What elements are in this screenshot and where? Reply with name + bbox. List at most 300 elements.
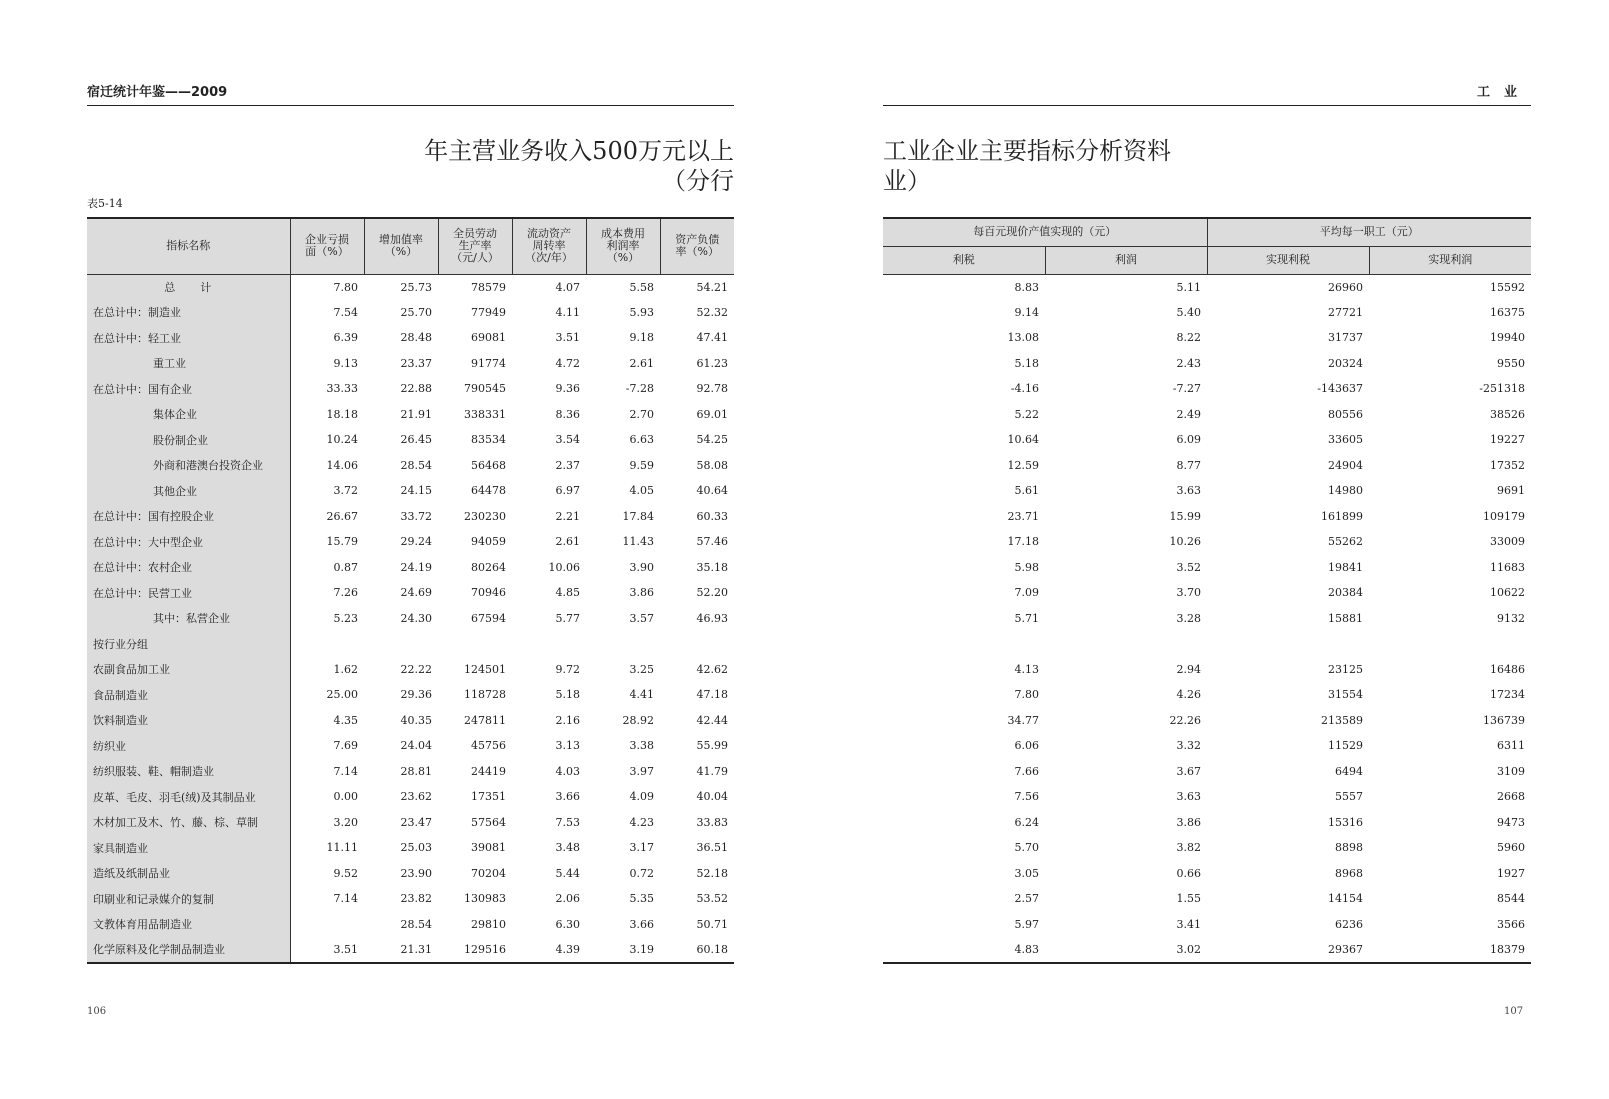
header-current-asset-turnover [512, 218, 586, 274]
row-label: 股份制企业 [87, 427, 290, 453]
table-cell: 5.61 [1014, 484, 1039, 498]
table-row [883, 937, 1531, 963]
table-cell: 4.09 [629, 790, 654, 804]
row-label: 其中：私营企业 [87, 606, 290, 632]
table-cell: 70204 [471, 866, 506, 880]
table-cell: 47.41 [696, 331, 728, 345]
row-label: 文教体育用品制造业 [87, 912, 290, 938]
table-cell: 129516 [464, 942, 506, 956]
table-cell: 7.80 [1014, 688, 1039, 702]
table-cell: 26.67 [326, 509, 358, 523]
table-cell: 2.49 [1176, 407, 1201, 421]
table-cell: 94059 [471, 535, 506, 549]
table-cell: 22.88 [400, 382, 432, 396]
row-label: 外商和港澳台投资企业 [87, 453, 290, 479]
table-row [87, 912, 734, 938]
table-cell: 3.90 [629, 560, 654, 574]
table-cell: 4.11 [555, 305, 580, 319]
table-cell: 3.82 [1176, 841, 1201, 855]
table-cell: 24419 [471, 764, 506, 778]
table-cell: 55262 [1328, 535, 1363, 549]
table-cell: 136739 [1483, 713, 1525, 727]
table-cell [1369, 631, 1531, 657]
table-cell: 31737 [1328, 331, 1363, 345]
header-current-asset-turnover-text: 流动资产周转率（次/年） [525, 227, 573, 265]
table-cell: 7.53 [555, 815, 580, 829]
table-cell: 6.97 [555, 484, 580, 498]
table-cell: 41.79 [696, 764, 728, 778]
table-cell: 23.62 [400, 790, 432, 804]
table-cell: 23125 [1328, 662, 1363, 676]
table-cell [1045, 631, 1207, 657]
table-cell: 3.13 [555, 739, 580, 753]
table-cell: 3.48 [555, 841, 580, 855]
page-number-left: 106 [87, 1006, 107, 1017]
table-cell: 92.78 [696, 382, 728, 396]
table-cell: 10.26 [1169, 535, 1201, 549]
row-label: 在总计中：大中型企业 [87, 529, 290, 555]
table-cell: 45756 [471, 739, 506, 753]
table-cell [1207, 631, 1369, 657]
table-row [883, 555, 1531, 581]
table-row [883, 427, 1531, 453]
table-cell: 9.52 [333, 866, 358, 880]
table-cell: 24.15 [400, 484, 432, 498]
table-cell: 64478 [471, 484, 506, 498]
table-cell: 11.11 [326, 841, 358, 855]
table-cell: 57564 [471, 815, 506, 829]
table-cell: 3.66 [555, 790, 580, 804]
table-row [87, 529, 734, 555]
table-cell: 4.72 [555, 356, 580, 370]
table-row [883, 631, 1531, 657]
table-cell: 3.20 [333, 815, 358, 829]
table-cell: 52.20 [696, 586, 728, 600]
title-left-line1: 年主营业务收入500万元以上 [424, 137, 734, 165]
table-cell: 24904 [1328, 458, 1363, 472]
table-row [883, 274, 1531, 300]
table-cell: 4.23 [629, 815, 654, 829]
table-cell: 7.56 [1014, 790, 1039, 804]
table-cell: 28.54 [400, 917, 432, 931]
table-cell: 24.69 [400, 586, 432, 600]
table-cell: 23.47 [400, 815, 432, 829]
right-data-table [883, 217, 1531, 964]
table-row [883, 376, 1531, 402]
table-cell: 27721 [1328, 305, 1363, 319]
row-label: 在总计中：制造业 [87, 300, 290, 326]
table-cell: 11529 [1328, 739, 1363, 753]
table-row [883, 784, 1531, 810]
table-cell: 4.85 [555, 586, 580, 600]
table-cell: 28.92 [622, 713, 654, 727]
table-cell: 5960 [1497, 841, 1525, 855]
table-cell: 2.94 [1176, 662, 1201, 676]
table-cell: 9691 [1497, 484, 1525, 498]
table-row [87, 453, 734, 479]
table-cell: 39081 [471, 841, 506, 855]
title-right-line1: 工业企业主要指标分析资料 [883, 137, 1171, 165]
table-cell: 70946 [471, 586, 506, 600]
table-cell: 54.21 [696, 280, 728, 294]
table-cell: 7.26 [333, 586, 358, 600]
header-debt-ratio-text: 资产负债率（%） [675, 233, 720, 259]
table-row [87, 427, 734, 453]
table-cell: 80556 [1328, 407, 1363, 421]
table-cell: 2668 [1497, 790, 1525, 804]
table-cell: 2.57 [1014, 892, 1039, 906]
table-cell: 124501 [464, 662, 506, 676]
table-cell: 247811 [464, 713, 506, 727]
table-cell: 2.70 [629, 407, 654, 421]
table-row [883, 402, 1531, 428]
table-cell: 22.26 [1169, 713, 1201, 727]
table-row [883, 580, 1531, 606]
table-cell: 7.80 [333, 280, 358, 294]
table-cell: 22.22 [400, 662, 432, 676]
table-cell: 0.66 [1176, 866, 1201, 880]
row-label: 食品制造业 [87, 682, 290, 708]
table-cell: 9.18 [629, 331, 654, 345]
table-cell: 7.69 [333, 739, 358, 753]
header-debt-ratio [660, 218, 734, 274]
row-label: 在总计中：国有控股企业 [87, 504, 290, 530]
table-cell: 17.84 [622, 509, 654, 523]
table-cell: 5557 [1335, 790, 1363, 804]
table-cell: 40.35 [400, 713, 432, 727]
table-cell: 15592 [1490, 280, 1525, 294]
table-row [87, 708, 734, 734]
table-row [87, 835, 734, 861]
table-cell: 8.77 [1176, 458, 1201, 472]
table-cell: 0.00 [333, 790, 358, 804]
row-label: 印刷业和记录媒介的复制 [87, 886, 290, 912]
header-loss-ratio-text: 企业亏损面（%） [305, 233, 349, 259]
table-cell: 3.51 [333, 942, 358, 956]
table-cell: 5.35 [629, 892, 654, 906]
running-head-right: 工业 [883, 83, 1531, 106]
table-row [883, 351, 1531, 377]
table-cell: 33.72 [400, 509, 432, 523]
row-label: 在总计中：农村企业 [87, 555, 290, 581]
table-cell: 14154 [1328, 892, 1363, 906]
row-label: 木材加工及木、竹、藤、棕、草制 [87, 810, 290, 836]
table-cell: 3.28 [1176, 611, 1201, 625]
table-row [87, 478, 734, 504]
table-cell: 3.25 [629, 662, 654, 676]
table-cell: 5.58 [629, 280, 654, 294]
table-cell: 11.43 [622, 535, 654, 549]
table-cell: 31554 [1328, 688, 1363, 702]
table-cell: 10.24 [326, 433, 358, 447]
table-cell: 6.24 [1014, 815, 1039, 829]
table-cell: 8898 [1335, 841, 1363, 855]
table-cell: 58.08 [696, 458, 728, 472]
table-cell: 10.06 [548, 560, 580, 574]
table-cell: 34.77 [1007, 713, 1039, 727]
page-number-right: 107 [1504, 1006, 1524, 1017]
header-realized-profit-tax: 实现利税 [1207, 246, 1369, 274]
table-cell: 57.46 [696, 535, 728, 549]
table-cell: 16375 [1490, 305, 1525, 319]
table-cell: 4.13 [1014, 662, 1039, 676]
table-cell: 6.30 [555, 917, 580, 931]
table-cell: 29810 [471, 917, 506, 931]
table-row [87, 606, 734, 632]
row-label: 饮料制造业 [87, 708, 290, 734]
table-cell: 15.99 [1169, 509, 1201, 523]
table-cell: 23.82 [400, 892, 432, 906]
table-cell [290, 912, 364, 938]
table-cell: 3.67 [1176, 764, 1201, 778]
header-cost-profit-rate-text: 成本费用利润率（%） [601, 227, 645, 265]
table-cell: 16486 [1490, 662, 1525, 676]
table-cell: 25.70 [400, 305, 432, 319]
table-cell: 5.70 [1014, 841, 1039, 855]
table-cell: 9.59 [629, 458, 654, 472]
table-cell: 5.22 [1014, 407, 1039, 421]
table-cell: 0.87 [333, 560, 358, 574]
table-cell: 6311 [1497, 739, 1525, 753]
table-cell: 21.31 [400, 942, 432, 956]
table-cell: 33605 [1328, 433, 1363, 447]
header-cost-profit-rate [586, 218, 660, 274]
table-cell: 5.77 [555, 611, 580, 625]
table-cell: 23.37 [400, 356, 432, 370]
table-cell: 19227 [1490, 433, 1525, 447]
table-cell: 0.72 [629, 866, 654, 880]
table-row [883, 835, 1531, 861]
table-cell: 4.03 [555, 764, 580, 778]
table-cell: 5.93 [629, 305, 654, 319]
table-cell: 4.83 [1014, 942, 1039, 956]
table-cell: 3.63 [1176, 484, 1201, 498]
table-cell: 9.36 [555, 382, 580, 396]
table-cell: 67594 [471, 611, 506, 625]
row-label: 家具制造业 [87, 835, 290, 861]
table-cell: 6.09 [1176, 433, 1201, 447]
table-cell: 7.54 [333, 305, 358, 319]
table-row [87, 682, 734, 708]
table-cell: 10.64 [1007, 433, 1039, 447]
table-cell: 9132 [1497, 611, 1525, 625]
table-cell: 109179 [1483, 509, 1525, 523]
table-cell: 17352 [1490, 458, 1525, 472]
table-cell: 230230 [464, 509, 506, 523]
table-cell: 52.18 [696, 866, 728, 880]
table-row [87, 351, 734, 377]
row-label: 按行业分组 [87, 631, 290, 657]
table-cell: 2.43 [1176, 356, 1201, 370]
row-label: 重工业 [87, 351, 290, 377]
table-cell: 13.08 [1007, 331, 1039, 345]
title-left-line2: （分行 [662, 167, 734, 195]
table-cell: 14.06 [326, 458, 358, 472]
left-data-table [87, 217, 734, 964]
table-cell [512, 631, 586, 657]
table-cell: 4.39 [555, 942, 580, 956]
table-cell: 53.52 [696, 892, 728, 906]
table-cell: 11683 [1490, 560, 1525, 574]
table-cell: 38526 [1490, 407, 1525, 421]
table-row [883, 886, 1531, 912]
row-label: 总 计 [87, 274, 290, 300]
table-cell: 3.57 [629, 611, 654, 625]
table-row [87, 504, 734, 530]
table-cell: 24.04 [400, 739, 432, 753]
row-label: 其他企业 [87, 478, 290, 504]
table-cell: 5.44 [555, 866, 580, 880]
row-label: 集体企业 [87, 402, 290, 428]
left-page [0, 0, 804, 1099]
table-cell: 3.86 [629, 586, 654, 600]
table-cell: 14980 [1328, 484, 1363, 498]
table-cell: 2.06 [555, 892, 580, 906]
table-cell: 5.23 [333, 611, 358, 625]
table-row [87, 810, 734, 836]
table-cell: 29.36 [400, 688, 432, 702]
title-right-line2: 业） [883, 167, 931, 195]
table-cell: 5.71 [1014, 611, 1039, 625]
table-cell: 3.41 [1176, 917, 1201, 931]
table-cell: 9473 [1497, 815, 1525, 829]
row-label: 农副食品加工业 [87, 657, 290, 683]
row-label: 皮革、毛皮、羽毛(绒)及其制品业 [87, 784, 290, 810]
table-cell: 3.52 [1176, 560, 1201, 574]
table-row [883, 861, 1531, 887]
table-row [87, 274, 734, 300]
table-cell: 20324 [1328, 356, 1363, 370]
table-cell: 25.03 [400, 841, 432, 855]
row-label: 纺织业 [87, 733, 290, 759]
table-cell: 78579 [471, 280, 506, 294]
table-cell: 130983 [464, 892, 506, 906]
table-cell: 9550 [1497, 356, 1525, 370]
table-cell: 56468 [471, 458, 506, 472]
table-cell: 28.54 [400, 458, 432, 472]
header-labor-productivity [438, 218, 512, 274]
table-cell: 3.66 [629, 917, 654, 931]
table-cell: 5.18 [1014, 356, 1039, 370]
table-cell: 33.33 [326, 382, 358, 396]
table-cell: 8.83 [1014, 280, 1039, 294]
table-cell: 4.05 [629, 484, 654, 498]
header-profit-tax: 利税 [883, 246, 1045, 274]
table-cell: 91774 [471, 356, 506, 370]
table-cell: 26.45 [400, 433, 432, 447]
table-cell: 3109 [1497, 764, 1525, 778]
row-label: 造纸及纸制品业 [87, 861, 290, 887]
title-right [883, 136, 1171, 196]
table-cell: 61.23 [696, 356, 728, 370]
table-cell: 3.97 [629, 764, 654, 778]
table-cell: 29.24 [400, 535, 432, 549]
table-row [87, 861, 734, 887]
table-cell: 2.37 [555, 458, 580, 472]
table-cell [586, 631, 660, 657]
table-cell: 6.06 [1014, 739, 1039, 753]
table-cell: 7.66 [1014, 764, 1039, 778]
table-cell: 77949 [471, 305, 506, 319]
right-group-header-row [883, 218, 1531, 246]
table-cell: -7.27 [1172, 382, 1201, 396]
title-left [424, 136, 734, 196]
header-loss-ratio [290, 218, 364, 274]
left-header-row [87, 218, 734, 274]
table-cell: 338331 [464, 407, 506, 421]
table-cell: 19841 [1328, 560, 1363, 574]
table-cell: 2.16 [555, 713, 580, 727]
table-cell: 3.19 [629, 942, 654, 956]
table-cell: 3.02 [1176, 942, 1201, 956]
table-cell: 1.55 [1176, 892, 1201, 906]
table-cell: 55.99 [696, 739, 728, 753]
table-cell: 3.51 [555, 331, 580, 345]
table-row [87, 657, 734, 683]
table-cell: 6236 [1335, 917, 1363, 931]
table-cell: 17351 [471, 790, 506, 804]
table-row [883, 325, 1531, 351]
table-cell: 8544 [1497, 892, 1525, 906]
table-cell: 15.79 [326, 535, 358, 549]
table-cell: 33.83 [696, 815, 728, 829]
table-cell [438, 631, 512, 657]
table-cell: 15316 [1328, 815, 1363, 829]
table-cell: 28.81 [400, 764, 432, 778]
table-row [87, 300, 734, 326]
table-row [87, 886, 734, 912]
table-cell: 15881 [1328, 611, 1363, 625]
table-cell: 26960 [1328, 280, 1363, 294]
table-cell: 23.90 [400, 866, 432, 880]
table-cell: 3.05 [1014, 866, 1039, 880]
table-cell: 10622 [1490, 586, 1525, 600]
header-profit: 利润 [1045, 246, 1207, 274]
table-cell: 40.04 [696, 790, 728, 804]
table-row [883, 300, 1531, 326]
table-cell: 3.70 [1176, 586, 1201, 600]
header-value-added-rate-text: 增加值率（%） [379, 233, 423, 259]
table-cell: 6494 [1335, 764, 1363, 778]
header-value-added-rate [364, 218, 438, 274]
row-label: 在总计中：国有企业 [87, 376, 290, 402]
right-sub-header-row [883, 246, 1531, 274]
table-cell: -251318 [1479, 382, 1525, 396]
table-row [87, 759, 734, 785]
table-cell: 25.73 [400, 280, 432, 294]
table-cell: 18.18 [326, 407, 358, 421]
table-cell: 17.18 [1007, 535, 1039, 549]
row-label: 在总计中：轻工业 [87, 325, 290, 351]
table-cell: 42.62 [696, 662, 728, 676]
table-cell [290, 631, 364, 657]
table-cell: 6.39 [333, 331, 358, 345]
table-cell: 2.61 [629, 356, 654, 370]
table-cell: 1927 [1497, 866, 1525, 880]
table-number: 表5-14 [87, 197, 123, 210]
table-cell: 12.59 [1007, 458, 1039, 472]
table-cell: 19940 [1490, 331, 1525, 345]
table-row [87, 784, 734, 810]
table-cell: 50.71 [696, 917, 728, 931]
table-cell: 3.63 [1176, 790, 1201, 804]
table-cell: -4.16 [1010, 382, 1039, 396]
table-cell: 18379 [1490, 942, 1525, 956]
table-cell: 28.48 [400, 331, 432, 345]
table-row [87, 631, 734, 657]
table-cell: 40.64 [696, 484, 728, 498]
table-cell: 3.86 [1176, 815, 1201, 829]
